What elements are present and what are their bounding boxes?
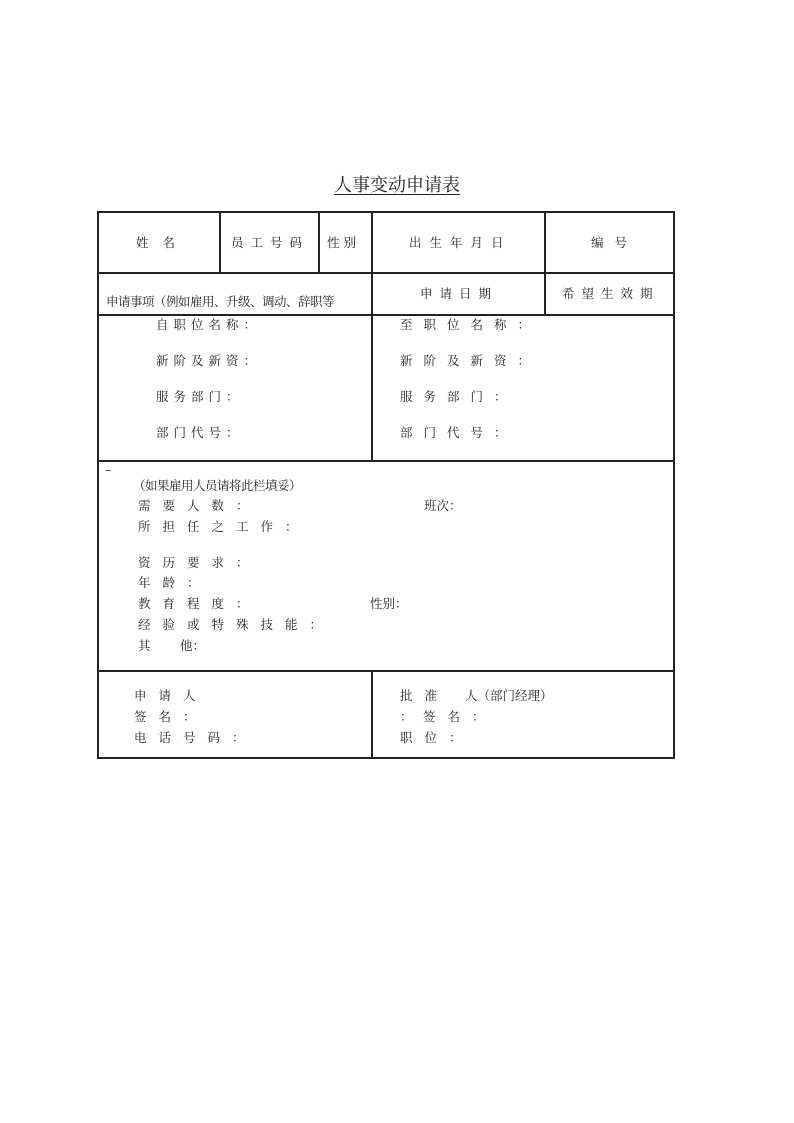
request-date-label: 申请日期 [420, 286, 499, 301]
education-label: 教育程度： [138, 596, 261, 611]
from-position-label: 自职位名称： [156, 317, 262, 332]
from-dept-code-label: 部门代号： [156, 425, 244, 440]
row-divider [97, 460, 675, 462]
to-department-label: 服务部门： [400, 389, 518, 404]
approver-title-label: 职位： [400, 730, 474, 745]
other-label-b: 他： [180, 638, 206, 653]
request-item-label: 申请事项（例如雇用、升级、调动、辞职等 [106, 294, 335, 309]
border-top [97, 211, 675, 213]
approver-label: 批准 [400, 688, 450, 703]
header-employee-no: 员工号码 [231, 235, 310, 250]
phone-label: 电话号码： [134, 730, 257, 745]
applicant-sign-label: 签名： [134, 709, 208, 724]
header-name: 姓名 [136, 235, 190, 250]
approver-role-label: 人（部门经理） [465, 688, 553, 703]
header-gender: 性别 [327, 235, 361, 250]
border-right [673, 211, 675, 758]
col-divider [371, 670, 373, 758]
row-divider [97, 314, 675, 316]
to-dept-code-label: 部门代号： [400, 425, 518, 440]
hiring-note: （如果雇用人员请将此栏填妥） [133, 478, 302, 493]
headcount-label: 需要人数： [138, 498, 261, 513]
approver-sign-label: 签名： [423, 709, 497, 724]
row-divider [97, 272, 675, 274]
col-divider [371, 211, 373, 460]
header-birth-date: 出生年月日 [409, 235, 512, 250]
col-divider [219, 211, 221, 273]
form-title [0, 171, 794, 197]
other-label-a: 其 [138, 638, 151, 653]
header-serial-no: 编号 [591, 235, 639, 250]
effective-date-label: 希望生效期 [562, 286, 660, 301]
row-divider [97, 670, 675, 672]
gender-req-label: 性别： [370, 596, 408, 611]
age-label: 年龄： [138, 575, 212, 590]
shift-label: 班次： [424, 498, 462, 513]
from-department-label: 服务部门： [156, 389, 244, 404]
duties-label: 所担任之工作： [138, 519, 310, 534]
approver-sign-colon: ： [400, 709, 413, 724]
dash-mark: – [105, 462, 112, 477]
applicant-label: 申请人 [134, 688, 208, 703]
border-bottom [97, 757, 675, 759]
from-salary-label: 新阶及新资： [156, 353, 262, 368]
qualifications-label: 资历要求： [138, 555, 261, 570]
to-salary-label: 新阶及新资： [400, 353, 542, 368]
experience-label: 经验或特殊技能： [138, 617, 335, 632]
form-title-text: 人事变动申请表 [334, 175, 460, 196]
col-divider [544, 211, 546, 315]
to-position-label: 至职位名称： [400, 317, 542, 332]
col-divider [318, 211, 320, 273]
border-left [97, 211, 99, 758]
